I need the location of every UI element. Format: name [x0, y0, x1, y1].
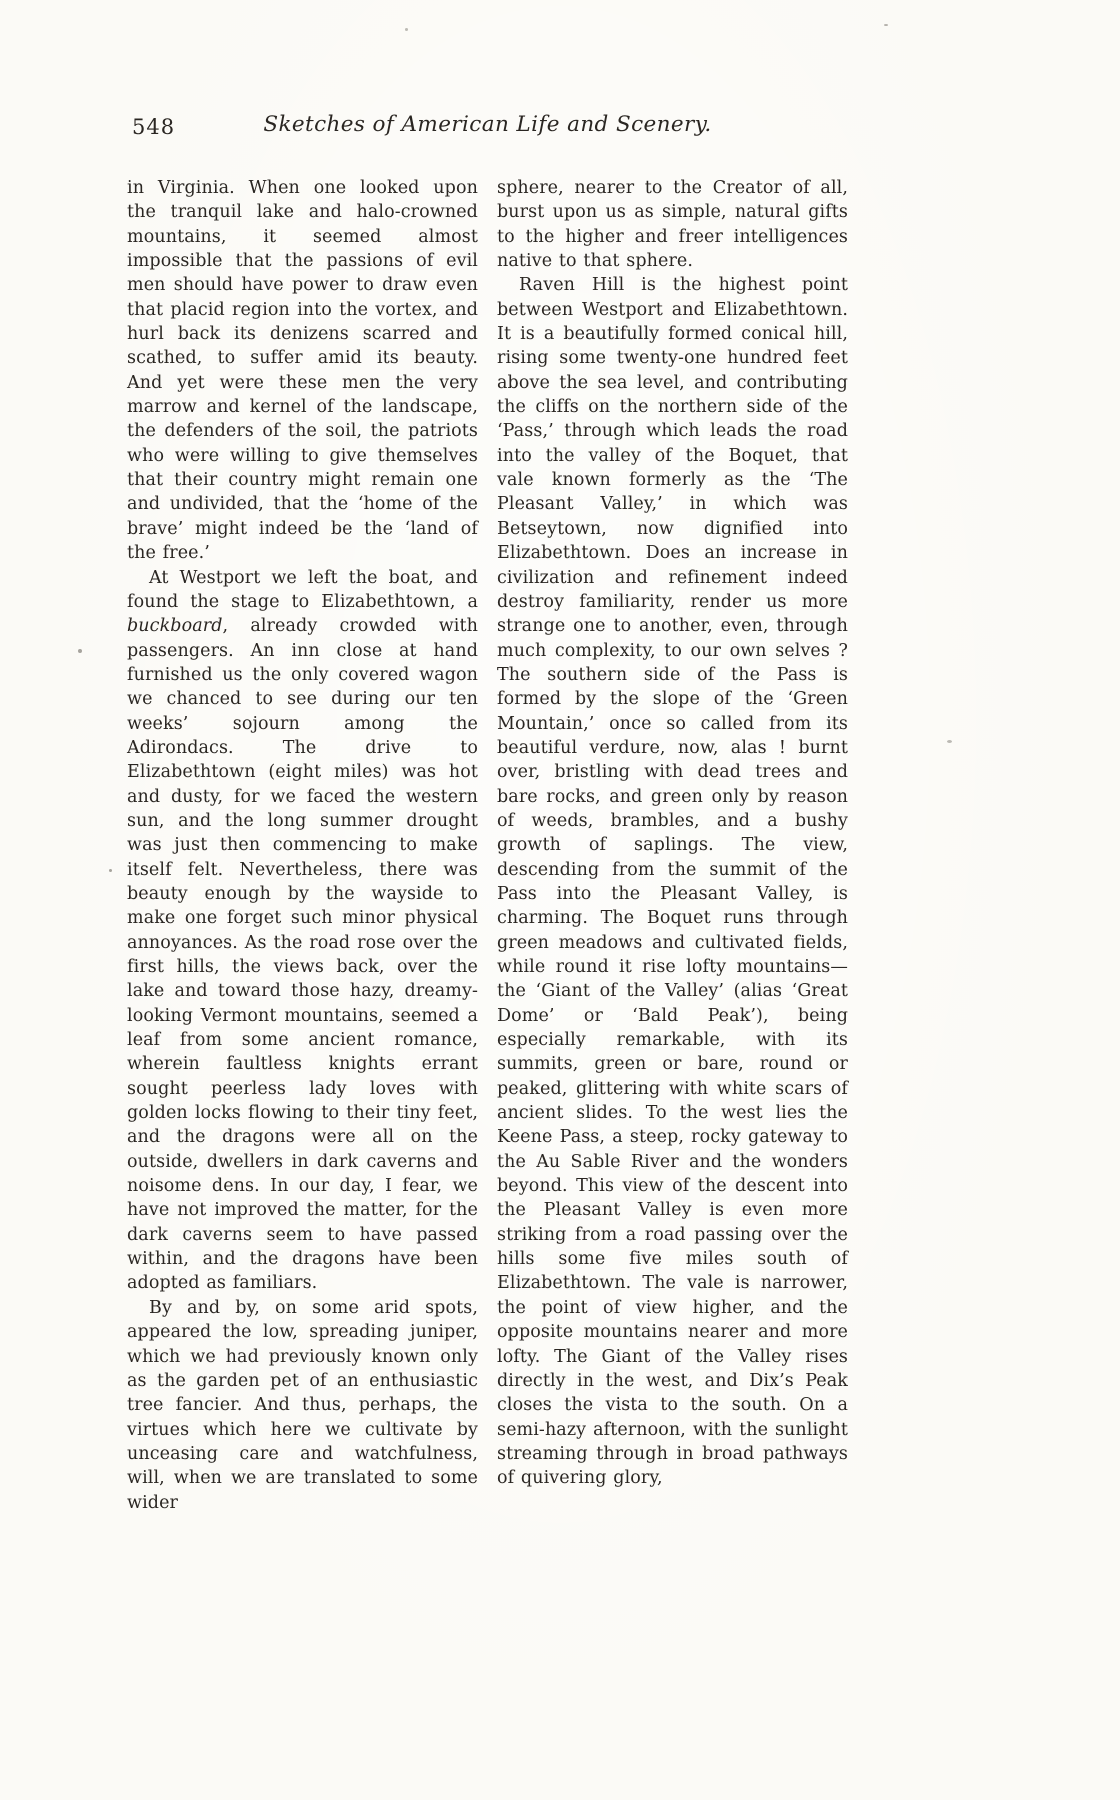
text-run: sphere, nearer to the Creator of all, burst upon us as simple, natural gifts to the higher and freer intelligences native to that sphere. — [497, 178, 848, 272]
left-column — [127, 176, 478, 1515]
right-column — [497, 176, 848, 1515]
italic-text-run: buckboard — [127, 616, 223, 637]
text-run: At Westport we left the boat, and found the stage to Elizabethtown, a — [127, 567, 478, 612]
text-run: in Virginia. When one looked upon the tranquil lake and halo-crowned mountains, it seemed almost impossible that the passions of evil men should have power to draw even that placid region into the vortex, and hurl back its denizens scarred and scathed, to suffer amid its beauty. And yet were these men the very marrow and kernel of the landscape, the defenders of the soil, the patriots who were willing to give themselves that their country might remain one and undivided, that the ‘home of the brave’ might indeed be the ‘land of the free.’ — [127, 178, 478, 564]
scan-speck — [884, 24, 888, 26]
scan-speck — [405, 28, 408, 31]
paragraph — [127, 566, 478, 1296]
running-title: Sketches of American Life and Scenery. — [263, 112, 712, 137]
paragraph — [127, 176, 478, 566]
page-header — [127, 112, 848, 144]
text-run: , already crowded with passengers. An inn close at hand furnished us the only covered wagon we chanced to see during our ten weeks’ sojourn among the Adirondacs. The drive to Elizabethtown (eight miles) was hot and dusty, for we faced the western sun, and the long summer drought was just then commencing to make itself felt. Nevertheless, there was beauty enough by the wayside to make one forget such minor physical annoyances. As the road rose over the first hills, the views back, over the lake and toward those hazy, dreamy-looking Vermont mountains, seemed a leaf from some ancient romance, wherein faultless knights errant sought peerless lady loves with golden locks flowing to their tiny feet, and the dragons were all on the outside, dwellers in dark caverns and noisome dens. In our day, I fear, we have not improved the matter, for the dark caverns seem to have passed within, and the dragons have been adopted as familiars. — [127, 616, 478, 1294]
text-run: By and by, on some arid spots, appeared the low, spreading juniper, which we had previously known only as the garden pet of an enthusiastic tree fancier. And thus, perhaps, the virtues which here we cultivate by unceasing care and watchfulness, will, when we are translated to some wider — [127, 1297, 478, 1513]
page-number: 548 — [132, 115, 176, 139]
scan-speck — [947, 740, 952, 743]
scan-speck — [78, 649, 82, 653]
scan-speck — [109, 869, 112, 872]
paragraph — [497, 273, 848, 1490]
text-block — [127, 176, 848, 1515]
paragraph — [127, 1296, 478, 1515]
text-run: Raven Hill is the highest point between Westport and Elizabethtown. It is a beautifully formed conical hill, rising some twenty-one hundred feet above the sea level, and contributing the cliffs on the northern side of the ‘Pass,’ through which leads the road into the valley of the Boquet, that vale known formerly as the ‘The Pleasant Valley,’ in which was Betseytown, now dignified into Elizabethtown. Does an increase in civilization and refinement indeed destroy familiarity, render us more strange one to another, even, through much complexity, to our own selves ? The southern side of the Pass is formed by the slope of the ‘Green Mountain,’ once so called from its beautiful verdure, now, alas ! burnt over, bristling with dead trees and bare rocks, and green only by reason of weeds, brambles, and a bushy growth of saplings. The view, descending from the summit of the Pass into the Pleasant Valley, is charming. The Boquet runs through green meadows and cultivated fields, while round it rise lofty mountains—the ‘Giant of the Valley’ (alias ‘Great Dome’ or ‘Bald Peak’), being especially remarkable, with its summits, green or bare, round or peaked, glittering with white scars of ancient slides. To the west lies the Keene Pass, a steep, rocky gateway to the Au Sable River and the wonders beyond. This view of the descent into the Pleasant Valley is even more striking from a road passing over the hills some five miles south of Elizabethtown. The vale is narrower, the point of view higher, and the opposite mountains nearer and more lofty. The Giant of the Valley rises directly in the west, and Dix’s Peak closes the vista to the south. On a semi-hazy afternoon, with the sunlight streaming through in broad pathways of quivering glory, — [497, 275, 848, 1489]
paragraph — [497, 176, 848, 273]
